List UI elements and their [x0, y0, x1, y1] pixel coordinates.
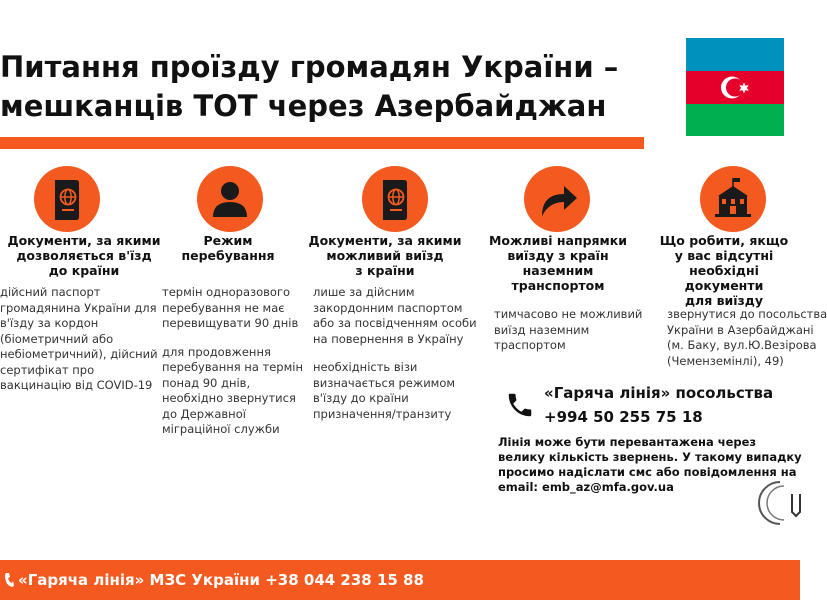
passport-icon	[34, 166, 100, 232]
column-body-missing-documents	[667, 307, 827, 382]
person-icon	[197, 166, 263, 232]
body-paragraph: необхідність візи визначається режимом в'їзду до країни призначення/транзиту	[313, 360, 456, 421]
column-body-land-routes	[494, 307, 644, 367]
embassy-hotline-label: «Гаряча лінія» посольства	[544, 384, 774, 402]
phone-icon	[505, 390, 535, 420]
body-paragraph: для продовження перебування на термін понад 90 днів, необхідно звернутися до Державної міграційної служби	[162, 344, 303, 436]
embassy-hotline-number: +994 50 255 75 18	[544, 408, 703, 426]
footer-bar	[0, 560, 800, 600]
page-title	[0, 48, 660, 126]
column-body-exit-documents	[313, 285, 498, 435]
embassy-icon	[700, 166, 766, 232]
column-body-stay-regime	[162, 285, 312, 451]
body-paragraph: термін одноразового перебування не має перевищувати 90 днів	[162, 285, 299, 330]
title-line-2: мешканців ТОТ через Азербайджан	[0, 89, 607, 123]
azerbaijan-flag-icon	[686, 38, 784, 136]
hotline-note: Лінія може бути перевантажена через велику кількість звернень. У такому випадку просимо надіслати смс або повідомлення на email: emb_az@mfa.gov.ua	[498, 435, 802, 494]
column-heading-land-routes: Можливі напрямки виїзду з країн наземним транспортом	[488, 233, 628, 293]
body-paragraph: звернутися до посольства України в Азербайджані (м. Баку, вул.Ю.Везірова (Чеменземінлі), 49)	[667, 307, 827, 368]
ministry-emblem-icon	[762, 478, 800, 528]
column-heading-stay-regime: Режим перебування	[181, 233, 275, 263]
arrow-icon	[524, 166, 590, 232]
column-heading-missing-documents: Що робити, якщо у вас відсутні необхідні документи для виїзду	[659, 233, 789, 308]
passport-icon	[362, 166, 428, 232]
title-line-1: Питання проїзду громадян України –	[0, 50, 619, 84]
body-paragraph: дійсний паспорт громадянина України для в'їзду за кордон (біометричний або небіометричний), дійсний сертифікат про вакцинацію від COVID-19	[0, 285, 158, 392]
phone-icon	[4, 572, 14, 588]
footer-hotline-text: «Гаряча лінія» МЗС України +38 044 238 15 88	[18, 571, 424, 589]
title-underline	[0, 137, 644, 149]
body-paragraph: лише за дійсним закордонним паспортом або за посвідченням особи на повернення в Україну	[313, 285, 477, 346]
column-heading-exit-documents: Документи, за якими можливий виїзд з країни	[308, 233, 462, 278]
column-heading-entry-documents: Документи, за якими дозволяється в'їзд до країни	[7, 233, 161, 278]
body-paragraph: тимчасово не можливий виїзд наземним траспортом	[494, 307, 643, 352]
column-body-entry-documents	[0, 285, 160, 407]
